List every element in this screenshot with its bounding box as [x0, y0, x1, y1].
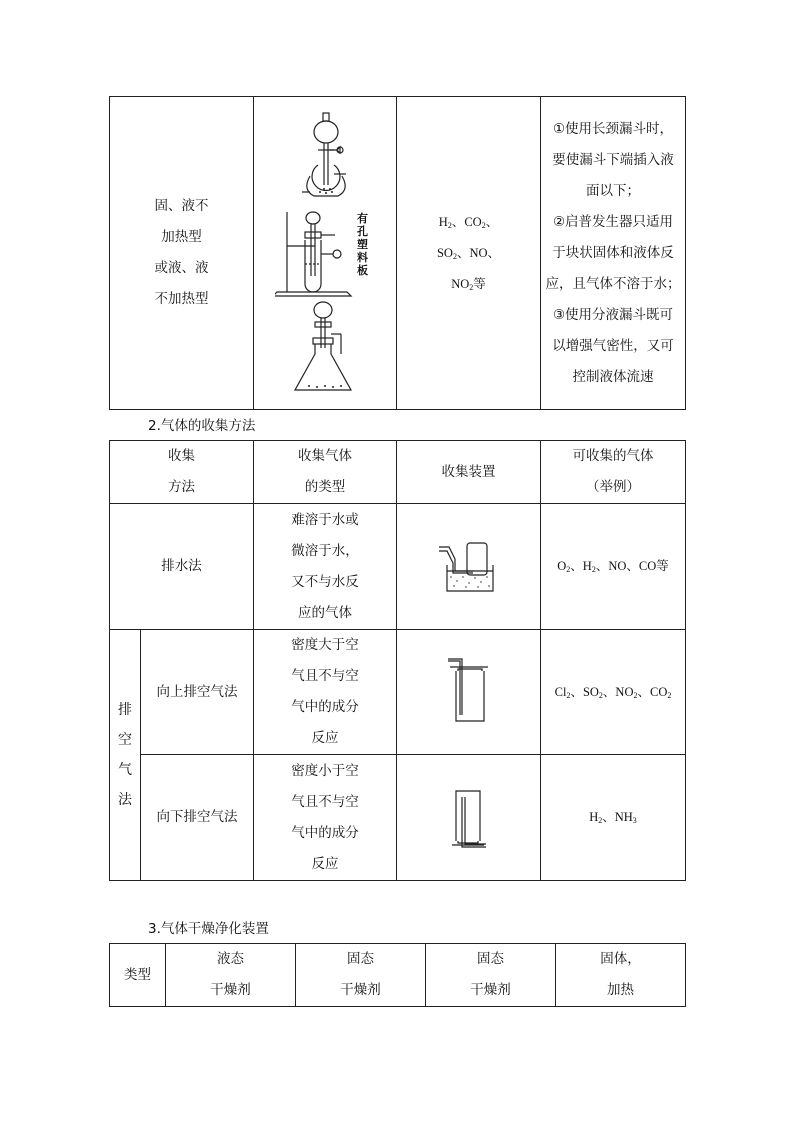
- table-row: [110, 630, 686, 755]
- apparatus-images-cell: [254, 97, 397, 410]
- collection-table: [109, 440, 686, 881]
- perforated-plate-label: 有 孔 塑 料 板: [357, 212, 368, 277]
- generation-table: [109, 96, 686, 410]
- table-row: [110, 944, 686, 1007]
- method-upward: 向上排空气法: [141, 630, 254, 755]
- gases-upward: $Cl_2$、$SO_2$、$NO_2$、$CO_2$: [541, 630, 686, 755]
- separatory-funnel-flask-diagram: [280, 110, 370, 202]
- device-type-cell: 固、液不 加热型 或液、液 不加热型: [110, 97, 254, 410]
- header-gas-type: 收集气体 的类型: [254, 441, 397, 504]
- upward-air-diagram: [444, 657, 494, 727]
- stand-tube-diagram: [275, 206, 355, 298]
- col-solid-desiccant-1: 固态 干燥剂: [296, 944, 426, 1007]
- col-solid-heating: 固体， 加热: [556, 944, 686, 1007]
- downward-air-diagram: [444, 783, 494, 853]
- header-method: 收集 方法: [110, 441, 254, 504]
- gas-examples-cell: $H_2$、$CO_2$、 $SO_2$、NO、 $NO_2$等: [397, 97, 541, 410]
- drying-table: [109, 943, 686, 1007]
- col-solid-desiccant-2: 固态 干燥剂: [426, 944, 556, 1007]
- air-displacement-group: 排 空 气 法: [110, 630, 141, 881]
- type-label: 类型: [110, 944, 166, 1007]
- table-row: [110, 755, 686, 881]
- device-upward: [397, 630, 541, 755]
- method-downward: 向下排空气法: [141, 755, 254, 881]
- notes-cell: ①使用长颈漏斗时， 要使漏斗下端插入液 面以下； ②启普发生器只适用 于块状固体和液体反 应，且气体不溶于水； ③使用分液漏斗既可 以增强气密性，又可 控制液体流速: [541, 97, 686, 410]
- device-water: [397, 504, 541, 630]
- conical-flask-diagram: [285, 298, 365, 396]
- section-heading-collection: 2.气体的收集方法: [148, 418, 256, 434]
- method-water: 排水法: [110, 504, 254, 630]
- header-device: 收集装置: [397, 441, 541, 504]
- type-upward: 密度大于空 气且不与空 气中的成分 反应: [254, 630, 397, 755]
- gases-water: $O_2$、$H_2$、NO、CO等: [541, 504, 686, 630]
- header-examples: 可收集的气体 （举例）: [541, 441, 686, 504]
- table-row: [110, 504, 686, 630]
- col-liquid-desiccant: 液态 干燥剂: [166, 944, 296, 1007]
- device-downward: [397, 755, 541, 881]
- section-heading-drying: 3.气体干燥净化装置: [148, 921, 269, 937]
- type-downward: 密度小于空 气且不与空 气中的成分 反应: [254, 755, 397, 881]
- water-displacement-diagram: [437, 537, 501, 597]
- gases-downward: $H_2$、$NH_3$: [541, 755, 686, 881]
- type-water: 难溶于水或 微溶于水， 又不与水反 应的气体: [254, 504, 397, 630]
